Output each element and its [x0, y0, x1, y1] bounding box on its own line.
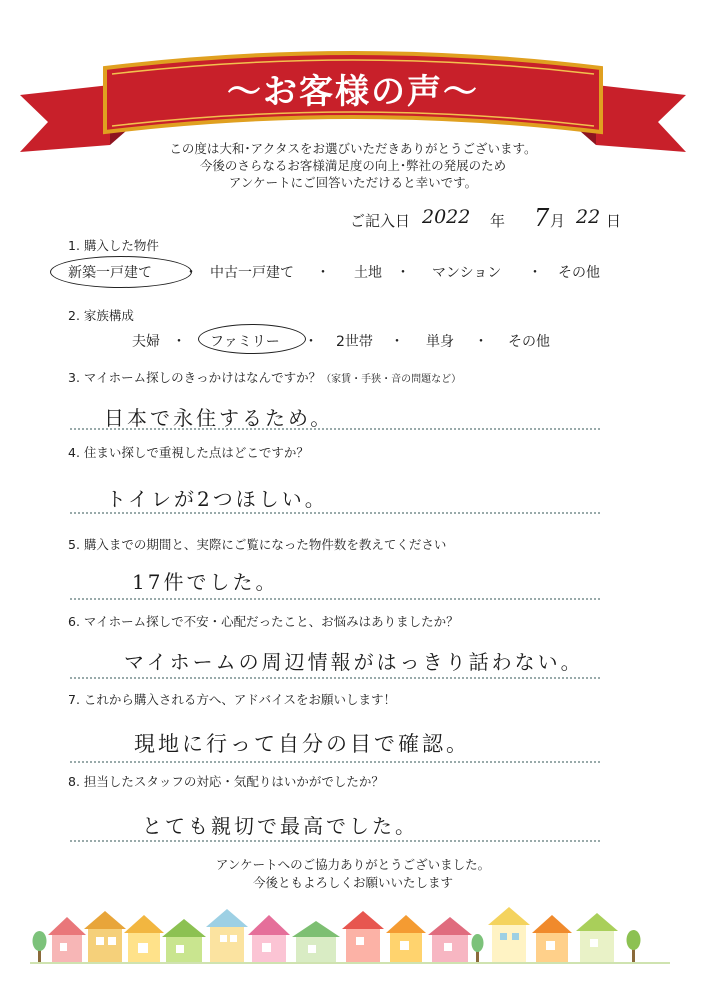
tree-icon	[627, 930, 641, 963]
tree-icon	[33, 931, 47, 963]
option-other[interactable]: その他	[558, 265, 600, 281]
option-land[interactable]: 土地	[354, 265, 382, 281]
question-4: 4. 住まい探しで重視した点はどこですか？	[68, 445, 309, 460]
page-title: 〜お客様の声〜	[227, 72, 479, 112]
answer-line	[70, 428, 600, 430]
option-single[interactable]: 単身	[426, 334, 454, 350]
house-icon	[428, 917, 472, 963]
answer-8: とても親切で最高でした。	[142, 814, 418, 838]
date-day-unit: 日	[606, 212, 622, 230]
footer-line: アンケートへのご協力ありがとうございました。	[215, 857, 491, 872]
answer-7: 現地に行って自分の目で確認。	[134, 732, 470, 756]
answer-5: 17件でした。	[132, 570, 279, 594]
option-mansion[interactable]: マンション	[432, 265, 502, 281]
date-day-value: 22	[576, 206, 601, 228]
options-property-type	[60, 262, 620, 286]
separator-dot: ・	[172, 334, 186, 350]
question-note: （家賃・手狭・音の問題など）	[321, 374, 462, 385]
house-icon	[206, 909, 248, 963]
separator-dot: ・	[474, 334, 488, 350]
house-icon	[576, 913, 618, 963]
option-used-house[interactable]: 中古一戸建て	[210, 265, 294, 281]
house-icon	[84, 911, 126, 963]
house-icon	[124, 915, 164, 963]
house-icon	[488, 907, 530, 963]
intro-line: 今後のさらなるお客様満足度の向上･弊社の発展のため	[199, 158, 507, 173]
answer-line	[70, 512, 600, 514]
house-icon	[532, 915, 572, 963]
footer-line: 今後ともよろしくお願いいたします	[252, 875, 453, 890]
separator-dot: ・	[184, 265, 198, 281]
intro-line: アンケートにご回答いただけると幸いです。	[228, 175, 478, 190]
entry-date	[350, 206, 690, 236]
option-family[interactable]: ファミリー	[210, 334, 280, 350]
date-label: ご記入日	[350, 212, 411, 230]
answer-line	[70, 677, 600, 679]
date-month-unit: 月	[550, 212, 566, 230]
question-2: 2. 家族構成	[68, 308, 134, 323]
question-8: 8. 担当したスタッフの対応・気配りはいかがでしたか？	[68, 774, 384, 789]
date-year-value: 2022	[422, 206, 471, 228]
house-icon	[386, 915, 426, 963]
option-couple[interactable]: 夫婦	[132, 334, 160, 350]
option-two-generation[interactable]: 2世帯	[336, 334, 373, 350]
question-6: 6. マイホーム探しで不安・心配だったこと、お悩みはありましたか？	[68, 614, 459, 629]
answer-line	[70, 840, 600, 842]
question-5: 5. 購入までの期間と、実際にご覧になった物件数を教えてください	[68, 537, 447, 552]
date-year-unit: 年	[490, 212, 506, 230]
separator-dot: ・	[390, 334, 404, 350]
answer-line	[70, 761, 600, 763]
house-icon	[292, 921, 340, 963]
answer-line	[70, 598, 600, 600]
separator-dot: ・	[528, 265, 542, 281]
houses-illustration	[30, 905, 670, 965]
option-other[interactable]: その他	[508, 334, 550, 350]
question-1: 1. 購入した物件	[68, 238, 159, 253]
house-icon	[248, 915, 290, 963]
question-7: 7. これから購入される方へ、アドバイスをお願いします！	[68, 692, 397, 707]
answer-6: マイホームの周辺情報がはっきり話わない。	[124, 650, 584, 674]
options-family	[60, 331, 620, 355]
house-icon	[48, 917, 86, 963]
separator-dot: ・	[396, 265, 410, 281]
intro-line: この度は大和･アクタスをお選びいただきありがとうございます。	[169, 141, 537, 156]
date-month-value: 7	[534, 204, 550, 232]
separator-dot: ・	[304, 334, 318, 350]
footer-text	[0, 856, 706, 892]
tree-icon	[472, 934, 484, 963]
house-icon	[162, 919, 206, 963]
intro-text	[0, 140, 706, 191]
option-new-house[interactable]: 新築一戸建て	[68, 265, 152, 281]
answer-3: 日本で永住するため。	[104, 406, 334, 430]
question-3	[68, 368, 461, 386]
separator-dot: ・	[316, 265, 330, 281]
house-icon	[342, 911, 384, 963]
answer-4: トイレが2つほしい。	[106, 487, 328, 511]
question-text: 3. マイホーム探しのきっかけはなんですか？	[68, 370, 322, 385]
